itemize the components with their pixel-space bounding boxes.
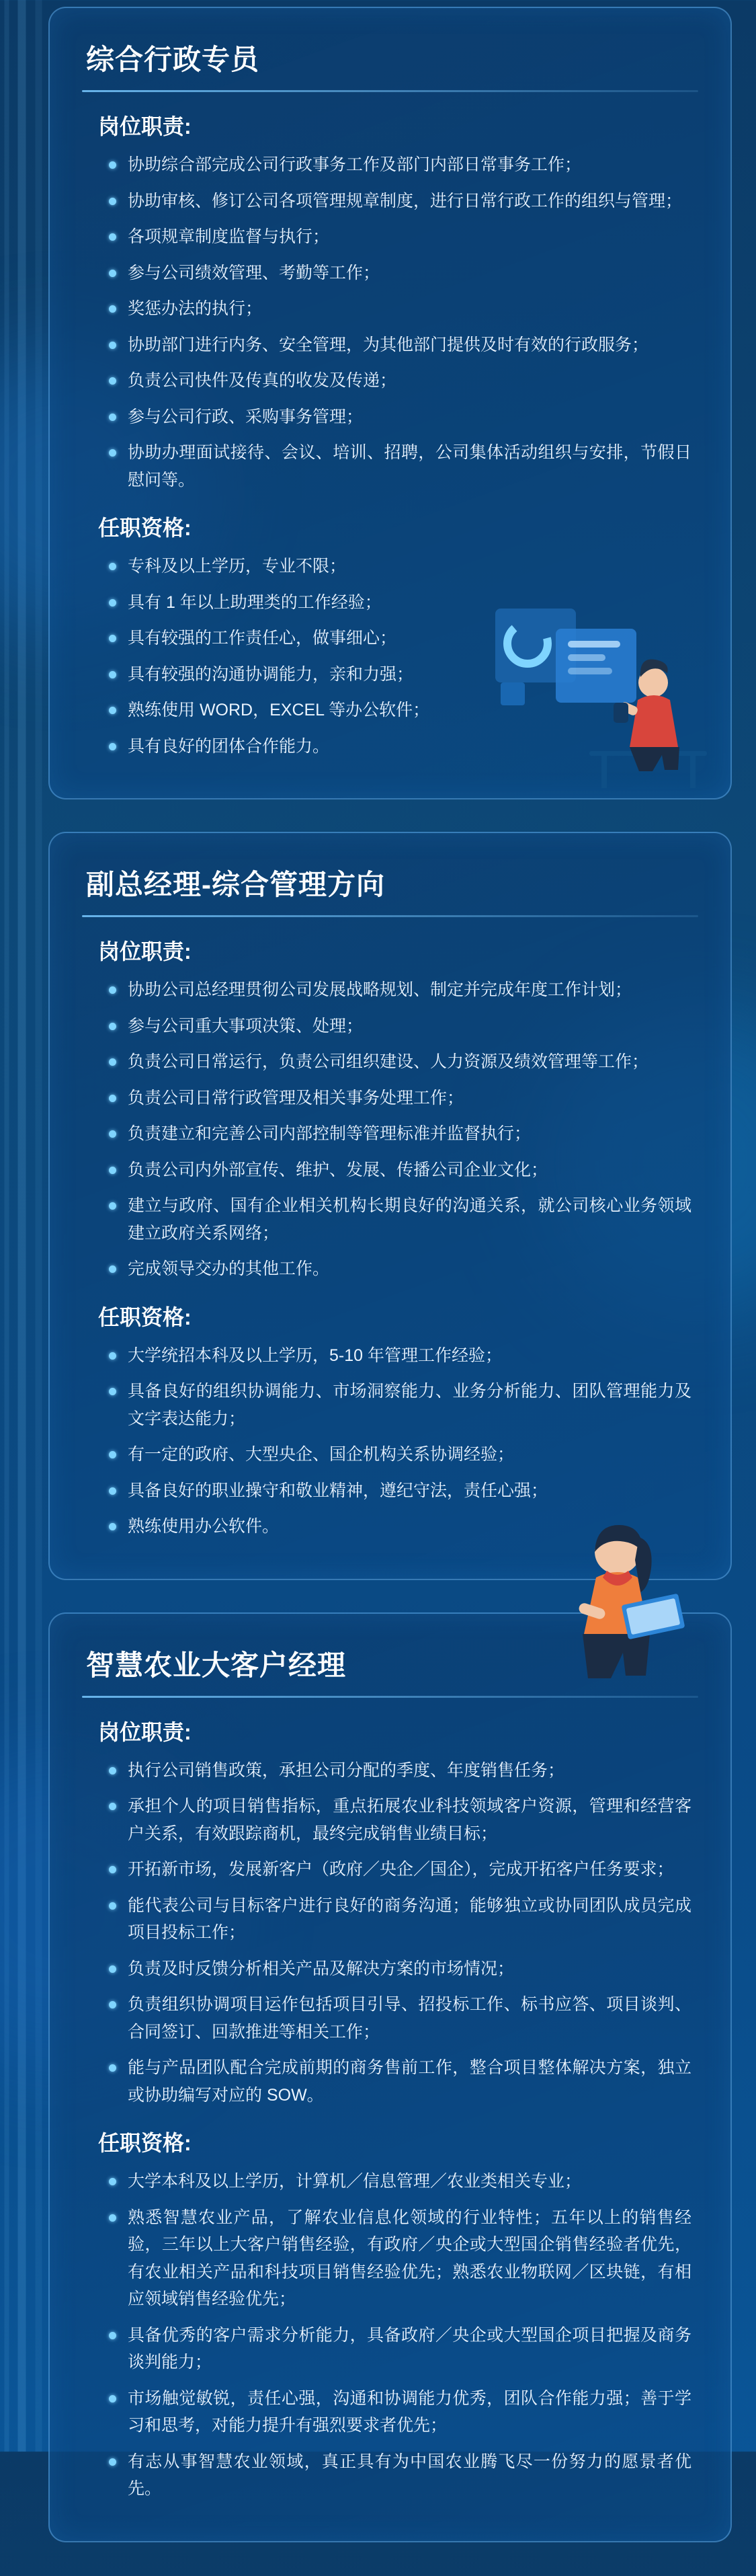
list-item: 负责公司日常运行，负责公司组织建设、人力资源及绩效管理等工作； bbox=[105, 1048, 691, 1076]
list-item: 开拓新市场，发展新客户（政府／央企／国企），完成开拓客户任务要求； bbox=[105, 1856, 691, 1883]
title-divider bbox=[82, 1696, 698, 1698]
qualifications-list bbox=[82, 2168, 698, 2503]
list-item: 执行公司销售政策，承担公司分配的季度、年度销售任务； bbox=[105, 1757, 691, 1785]
list-item: 负责组织协调项目运作包括项目引导、招投标工作、标书应答、项目谈判、合同签订、回款推进等相关工作； bbox=[105, 1991, 691, 2045]
job-title: 综合行政专员 bbox=[86, 44, 260, 75]
list-item: 参与公司重大事项决策、处理； bbox=[105, 1013, 691, 1040]
list-item: 协助综合部完成公司行政事务工作及部门内部日常事务工作； bbox=[105, 151, 691, 179]
list-item: 参与公司绩效管理、考勤等工作； bbox=[105, 260, 691, 287]
section-heading-responsibilities: 岗位职责: bbox=[98, 114, 192, 139]
list-item: 熟练使用办公软件。 bbox=[105, 1513, 691, 1540]
responsibilities-list bbox=[82, 976, 698, 1283]
list-item: 熟练使用 WORD，EXCEL 等办公软件； bbox=[105, 697, 487, 724]
section-heading-responsibilities: 岗位职责: bbox=[98, 939, 192, 964]
list-item: 具有 1 年以上助理类的工作经验； bbox=[105, 589, 487, 617]
job-card-smart-agriculture-kam bbox=[48, 1612, 732, 2542]
job-card-admin-specialist bbox=[48, 7, 732, 799]
job-title: 智慧农业大客户经理 bbox=[86, 1649, 347, 1681]
list-item: 协助公司总经理贯彻公司发展战略规划、制定并完成年度工作计划； bbox=[105, 976, 691, 1004]
section-heading-qualifications: 任职资格: bbox=[98, 1304, 192, 1329]
list-item: 专科及以上学历，专业不限； bbox=[105, 553, 487, 580]
list-item: 能与产品团队配合完成前期的商务售前工作，整合项目整体解决方案，独立或协助编写对应的 SOW。 bbox=[105, 2054, 691, 2109]
list-item: 承担个人的项目销售指标，重点拓展农业科技领域客户资源，管理和经营客户关系，有效跟踪商机，最终完成销售业绩目标； bbox=[105, 1793, 691, 1847]
list-item: 具有较强的沟通协调能力，亲和力强； bbox=[105, 661, 487, 689]
list-item: 具有较强的工作责任心，做事细心； bbox=[105, 625, 487, 652]
qualifications-list bbox=[82, 553, 494, 760]
list-item: 有志从事智慧农业领域，真正具有为中国农业腾飞尽一份努力的愿景者优先。 bbox=[105, 2448, 691, 2503]
list-item: 协助办理面试接待、会议、培训、招聘，公司集体活动组织与安排，节假日慰问等。 bbox=[105, 439, 691, 494]
list-item: 各项规章制度监督与执行； bbox=[105, 223, 691, 251]
section-heading-qualifications: 任职资格: bbox=[98, 2131, 192, 2155]
list-item: 参与公司行政、采购事务管理； bbox=[105, 403, 691, 431]
list-item: 负责及时反馈分析相关产品及解决方案的市场情况； bbox=[105, 1955, 691, 1983]
list-item: 熟悉智慧农业产品，了解农业信息化领域的行业特性；五年以上的销售经验，三年以上大客户销售经验，有政府／央企或大型国企销售经验者优先，有农业相关产品和科技项目销售经验优先；熟悉农业物联网／区块链，有相应领域销售经验优先； bbox=[105, 2204, 691, 2313]
list-item: 负责公司内外部宣传、维护、发展、传播公司企业文化； bbox=[105, 1157, 691, 1184]
list-item: 大学本科及以上学历，计算机／信息管理／农业类相关专业； bbox=[105, 2168, 691, 2195]
section-heading-qualifications: 任职资格: bbox=[98, 516, 192, 540]
section-heading-responsibilities: 岗位职责: bbox=[98, 1719, 192, 1744]
list-item: 具备优秀的客户需求分析能力，具备政府／央企或大型国企项目把握及商务谈判能力； bbox=[105, 2322, 691, 2376]
responsibilities-list bbox=[82, 151, 698, 494]
title-divider bbox=[82, 90, 698, 92]
list-item: 协助审核、修订公司各项管理规章制度，进行日常行政工作的组织与管理； bbox=[105, 188, 691, 215]
qualifications-list bbox=[82, 1342, 698, 1540]
list-item: 负责公司快件及传真的收发及传递； bbox=[105, 367, 691, 395]
list-item: 负责公司日常行政管理及相关事务处理工作； bbox=[105, 1085, 691, 1112]
list-item: 市场触觉敏锐，责任心强，沟通和协调能力优秀，团队合作能力强；善于学习和思考，对能力提升有强烈要求者优先； bbox=[105, 2385, 691, 2440]
list-item: 大学统招本科及以上学历，5-10 年管理工作经验； bbox=[105, 1342, 691, 1370]
list-item: 具有良好的团体合作能力。 bbox=[105, 733, 487, 760]
list-item: 具备良好的组织协调能力、市场洞察能力、业务分析能力、团队管理能力及文字表达能力； bbox=[105, 1378, 691, 1432]
list-item: 协助部门进行内务、安全管理，为其他部门提供及时有效的行政服务； bbox=[105, 331, 691, 359]
job-title: 副总经理-综合管理方向 bbox=[86, 869, 385, 900]
list-item: 完成领导交办的其他工作。 bbox=[105, 1255, 691, 1283]
list-item: 建立与政府、国有企业相关机构长期良好的沟通关系，就公司核心业务领域建立政府关系网络； bbox=[105, 1192, 691, 1247]
list-item: 负责建立和完善公司内部控制等管理标准并监督执行； bbox=[105, 1120, 691, 1148]
list-item: 能代表公司与目标客户进行良好的商务沟通；能够独立或协同团队成员完成项目投标工作； bbox=[105, 1892, 691, 1947]
person-at-desk-with-charts-illustration bbox=[489, 602, 710, 790]
responsibilities-list bbox=[82, 1757, 698, 2109]
list-item: 有一定的政府、大型央企、国企机构关系协调经验； bbox=[105, 1441, 691, 1469]
job-card-vice-general-manager bbox=[48, 832, 732, 1580]
list-item: 具备良好的职业操守和敬业精神，遵纪守法，责任心强； bbox=[105, 1477, 691, 1505]
title-divider bbox=[82, 915, 698, 917]
list-item: 奖惩办法的执行； bbox=[105, 295, 691, 323]
